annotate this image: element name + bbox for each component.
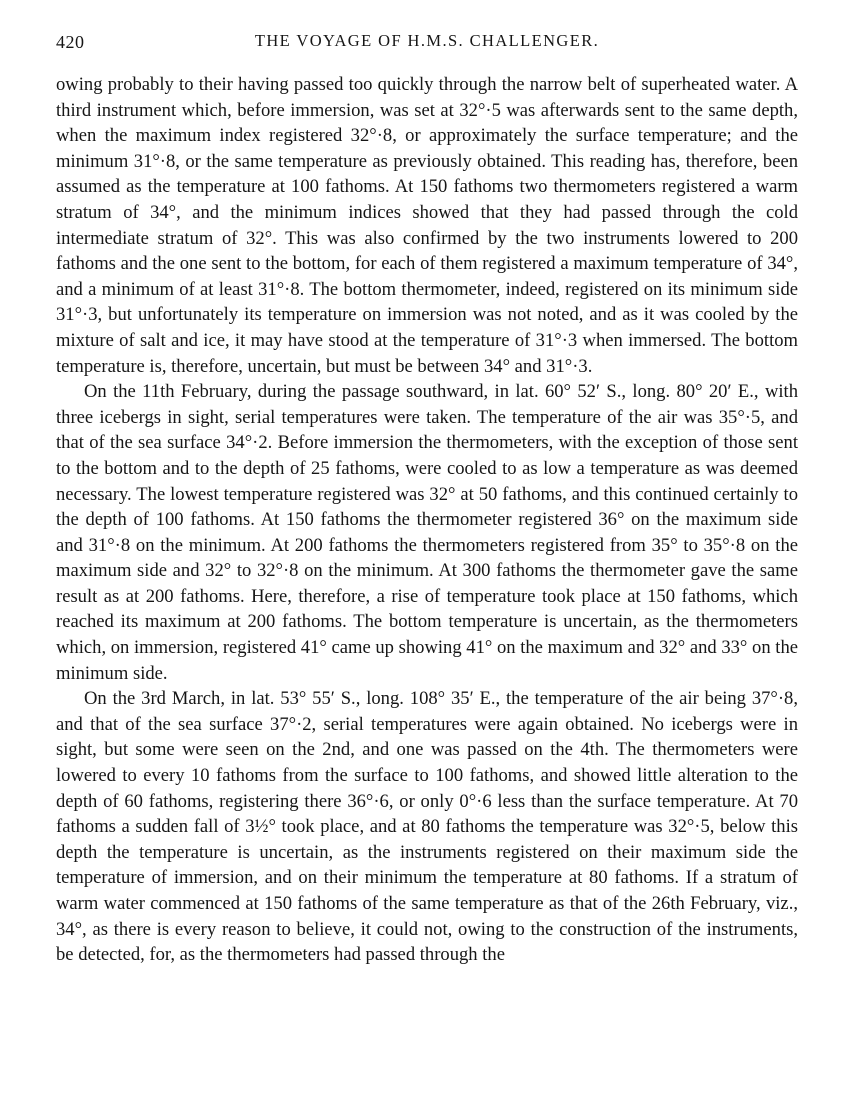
- paragraph-3rd-march: On the 3rd March, in lat. 53° 55′ S., long. 108° 35′ E., the temperature of the air being 37°·8, and that of the sea surface 37°·2, serial temperatures were again obtained. No icebergs were in sight, but some were seen on the 2nd, and one was passed on the 4th. The thermometers were lowered to every 10 fathoms from the surface to 100 fathoms, and showed little alteration to the depth of 60 fathoms, registering there 36°·6, or only 0°·6 less than the surface temperature. At 70 fathoms a sudden fall of 3½° took place, and at 80 fathoms the temperature was 32°·5, below this depth the temperature is uncertain, as the instruments registered on their maximum side the temperature of immersion, and on their minimum the temperature at 80 fathoms. If a stratum of warm water commenced at 150 fathoms of the same temperature as that of the 26th February, viz., 34°, as there is every reason to believe, it could not, owing to the construction of the instruments, be detected, for, as the thermometers had passed through the: [56, 688, 798, 966]
- body-text: [56, 72, 798, 968]
- paragraph-continued: owing probably to their having passed too quickly through the narrow belt of superheated water. A third instrument which, before immersion, was set at 32°·5 was afterwards sent to the same depth, when the maximum index registered 32°·8, or approximately the surface temperature; and the minimum 31°·8, or the same temperature as previously obtained. This reading has, therefore, been assumed as the temperature at 100 fathoms. At 150 fathoms two thermometers registered a warm stratum of 34°, and the minimum indices showed that they had passed through the cold intermediate stratum of 32°. This was also confirmed by the two instruments lowered to 200 fathoms and the one sent to the bottom, for each of them registered a maximum temperature of 34°, and a minimum of at least 31°·8. The bottom thermometer, indeed, registered on its minimum side 31°·3, but unfortunately its temperature on immersion was not noted, and as it was cooled by the mixture of salt and ice, it may have stood at the temperature of 31°·3 when immersed. The bottom temperature is, therefore, uncertain, but must be between 34° and 31°·3.: [56, 74, 798, 377]
- running-title: THE VOYAGE OF H.M.S. CHALLENGER.: [254, 31, 600, 50]
- page: [56, 28, 798, 968]
- page-number: 420: [56, 32, 85, 52]
- paragraph-11th-february: On the 11th February, during the passage southward, in lat. 60° 52′ S., long. 80° 20′ E., with three icebergs in sight, serial temperatures were taken. The temperature of the air was 35°·5, and that of the sea surface 34°·2. Before immersion the thermometers, with the exception of those sent to the bottom and to the depth of 25 fathoms, were cooled to as low a temperature as was deemed necessary. The lowest temperature registered was 32° at 50 fathoms, and this continued certainly to the depth of 100 fathoms. At 150 fathoms the thermometer registered 36° on the maximum side and 31°·8 on the minimum. At 200 fathoms the thermometers registered from 35° to 35°·8 on the maximum side and 32° to 32°·8 on the minimum. At 300 fathoms the thermometer gave the same result as at 200 fathoms. Here, therefore, a rise of temperature took place at 150 fathoms, which reached its maximum at 200 fathoms. The bottom temperature is uncertain, as the thermometers which, on immersion, registered 41° came up showing 41° on the maximum and 32° and 33° on the minimum side.: [56, 381, 798, 684]
- page-header: [56, 28, 798, 58]
